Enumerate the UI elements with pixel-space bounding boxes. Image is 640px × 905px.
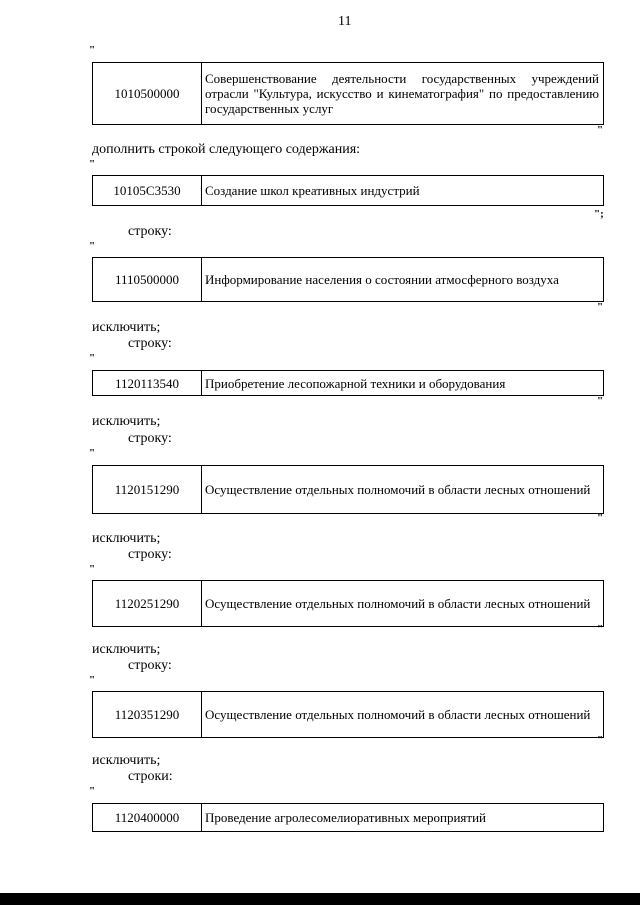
row-code: 1120151290 [93, 466, 202, 514]
open-quote: " [89, 44, 96, 56]
row-code: 1120113540 [93, 371, 202, 396]
instruction-text: строки: [128, 769, 173, 784]
table-row [92, 175, 604, 206]
table-row [92, 465, 604, 514]
row-text: Осуществление отдельных полномочий в области лесных отношений [202, 466, 604, 514]
open-quote: " [89, 240, 96, 252]
page-number: 11 [338, 14, 352, 29]
table-row [92, 62, 604, 125]
row-text: Совершенствование деятельности государственных учреждений отрасли "Культура, искусство и кинематография" по предоставлению государственных услуг [202, 63, 604, 125]
table-row [92, 257, 604, 302]
instruction-text: строку: [128, 431, 172, 446]
close-quote: "; [594, 208, 604, 220]
close-quote: " [597, 734, 604, 746]
instruction-text: исключить; [92, 642, 161, 657]
row-text: Приобретение лесопожарной техники и оборудования [202, 371, 604, 396]
instruction-text: исключить; [92, 414, 161, 429]
open-quote: " [89, 447, 96, 459]
row-text: Осуществление отдельных полномочий в области лесных отношений [202, 581, 604, 627]
row-code: 1120351290 [93, 692, 202, 738]
instruction-text: строку: [128, 658, 172, 673]
row-code: 10105С3530 [93, 176, 202, 206]
close-quote: " [597, 124, 604, 136]
open-quote: " [89, 674, 96, 686]
close-quote: " [597, 512, 604, 524]
instruction-text: строку: [128, 547, 172, 562]
instruction-text: строку: [128, 336, 172, 351]
close-quote: " [597, 623, 604, 635]
instruction-text: строку: [128, 224, 172, 239]
instruction-text: исключить; [92, 320, 161, 335]
row-code: 1120400000 [93, 804, 202, 832]
row-code: 1010500000 [93, 63, 202, 125]
table-row [92, 691, 604, 738]
close-quote: " [597, 395, 604, 407]
instruction-text: исключить; [92, 753, 161, 768]
row-text: Информирование населения о состоянии атмосферного воздуха [202, 258, 604, 302]
open-quote: " [89, 158, 96, 170]
instruction-text: исключить; [92, 531, 161, 546]
instruction-text: дополнить строкой следующего содержания: [92, 142, 361, 157]
row-code: 1110500000 [93, 258, 202, 302]
table-row [92, 803, 604, 832]
close-quote: " [597, 301, 604, 313]
row-text: Создание школ креативных индустрий [202, 176, 604, 206]
open-quote: " [89, 785, 96, 797]
open-quote: " [89, 563, 96, 575]
scan-bottom-edge [0, 893, 640, 905]
table-row [92, 580, 604, 627]
row-code: 1120251290 [93, 581, 202, 627]
open-quote: " [89, 352, 96, 364]
table-row [92, 370, 604, 396]
row-text: Проведение агролесомелиоративных мероприятий [202, 804, 604, 832]
row-text: Осуществление отдельных полномочий в области лесных отношений [202, 692, 604, 738]
